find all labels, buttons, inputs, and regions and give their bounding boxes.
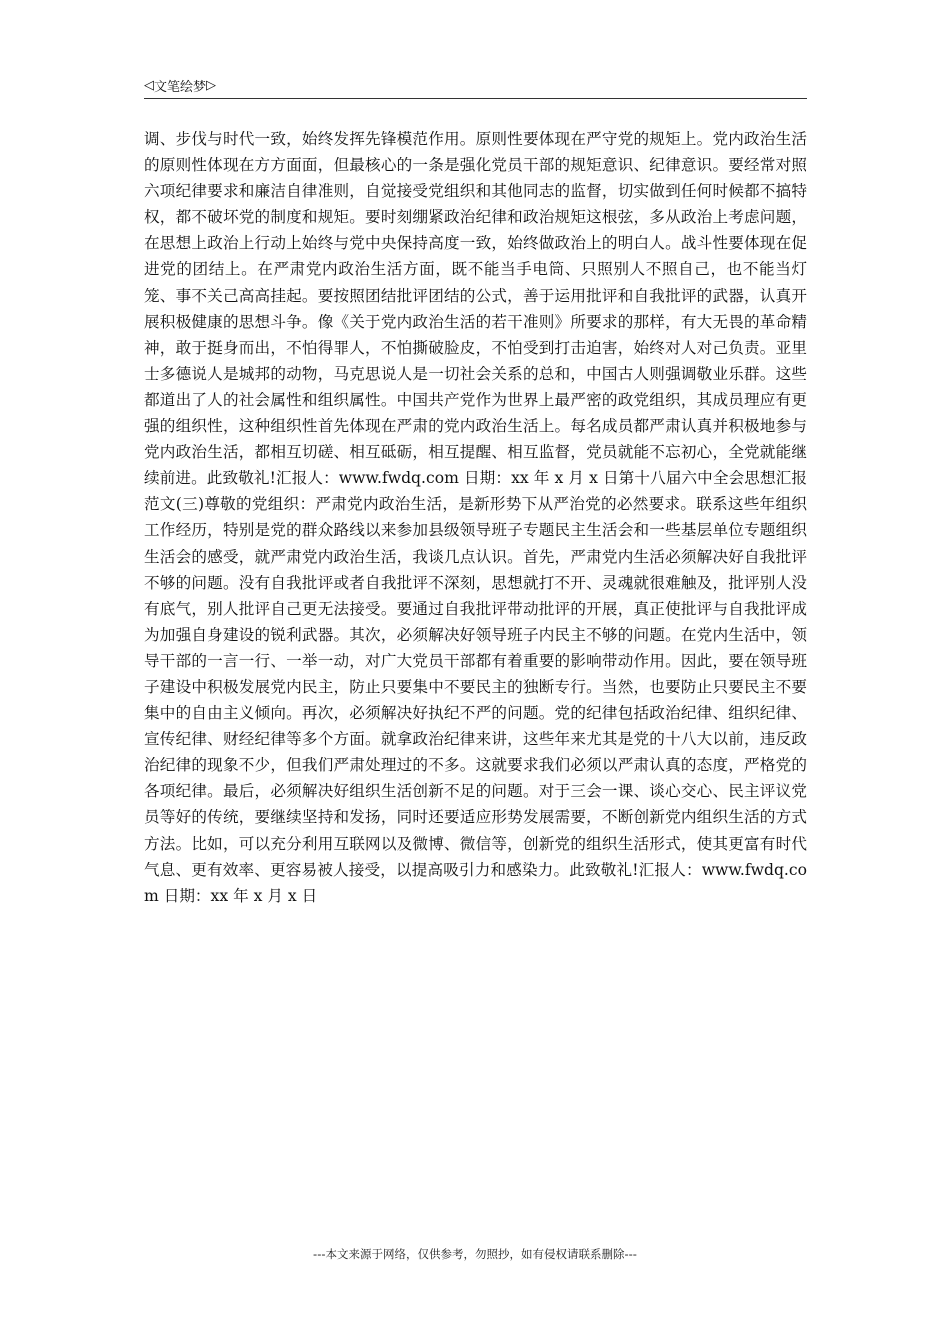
left-triangle-icon: ◁ [144, 77, 154, 93]
header-title: 文笔绘梦 [154, 79, 207, 95]
document-header [144, 74, 216, 96]
header-divider [144, 98, 807, 99]
body-paragraph: 调、步伐与时代一致，始终发挥先锋模范作用。原则性要体现在严守党的规矩上。党内政治生活的原则性体现在方方面面，但最核心的一条是强化党员干部的规矩意识、纪律意识。要经常对照六项纪律要求和廉洁自律准则，自觉接受党组织和其他同志的监督，切实做到任何时候都不搞特权，都不破坏党的制度和规矩。要时刻绷紧政治纪律和政治规矩这根弦，多从政治上考虑问题，在思想上政治上行动上始终与党中央保持高度一致，始终做政治上的明白人。战斗性要体现在促进党的团结上。在严肃党内政治生活方面，既不能当手电筒、只照别人不照自己，也不能当灯笼、事不关己高高挂起。要按照团结批评团结的公式，善于运用批评和自我批评的武器，认真开展积极健康的思想斗争。像《关于党内政治生活的若干准则》所要求的那样，有大无畏的革命精神，敢于挺身而出，不怕得罪人，不怕撕破脸皮，不怕受到打击迫害，始终对人对己负责。亚里士多德说人是城邦的动物，马克思说人是一切社会关系的总和，中国古人则强调敬业乐群。这些都道出了人的社会属性和组织属性。中国共产党作为世界上最严密的政党组织，其成员理应有更强的组织性，这种组织性首先体现在严肃的党内政治生活上。每名成员都严肃认真并积极地参与党内政治生活，都相互切磋、相互砥砺，相互提醒、相互监督，党员就能不忘初心，全党就能继续前进。此致敬礼!汇报人：www.fwdq.com 日期：xx 年 x 月 x 日第十八届六中全会思想汇报范文(三)尊敬的党组织：严肃党内政治生活，是新形势下从严治党的必然要求。联系这些年组织工作经历，特别是党的群众路线以来参加县级领导班子专题民主生活会和一些基层单位专题组织生活会的感受，就严肃党内政治生活，我谈几点认识。首先，严肃党内生活必须解决好自我批评不够的问题。没有自我批评或者自我批评不深刻，思想就打不开、灵魂就很难触及，批评别人没有底气，别人批评自己更无法接受。要通过自我批评带动批评的开展，真正使批评与自我批评成为加强自身建设的锐利武器。其次，必须解决好领导班子内民主不够的问题。在党内生活中，领导干部的一言一行、一举一动，对广大党员干部都有着重要的影响带动作用。因此，要在领导班子建设中积极发展党内民主，防止只要集中不要民主的独断专行。当然，也要防止只要民主不要集中的自由主义倾向。再次，必须解决好执纪不严的问题。党的纪律包括政治纪律、组织纪律、宣传纪律、财经纪律等多个方面。就拿政治纪律来讲，这些年来尤其是党的十八大以前，违反政治纪律的现象不少，但我们严肃处理过的不多。这就要求我们必须以严肃认真的态度，严格党的各项纪律。最后，必须解决好组织生活创新不足的问题。对于三会一课、谈心交心、民主评议党员等好的传统，要继续坚持和发扬，同时还要适应形势发展需要，不断创新党内组织生活的方式方法。比如，可以充分利用互联网以及微博、微信等，创新党的组织生活形式，使其更富有时代气息、更有效率、更容易被人接受，以提高吸引力和感染力。此致敬礼!汇报人：www.fwdq.com 日期：xx 年 x 月 x 日 [144, 130, 807, 905]
footer-disclaimer: ---本文来源于网络，仅供参考，勿照抄，如有侵权请联系删除--- [313, 1247, 637, 1261]
right-triangle-icon: ▷ [206, 77, 217, 93]
